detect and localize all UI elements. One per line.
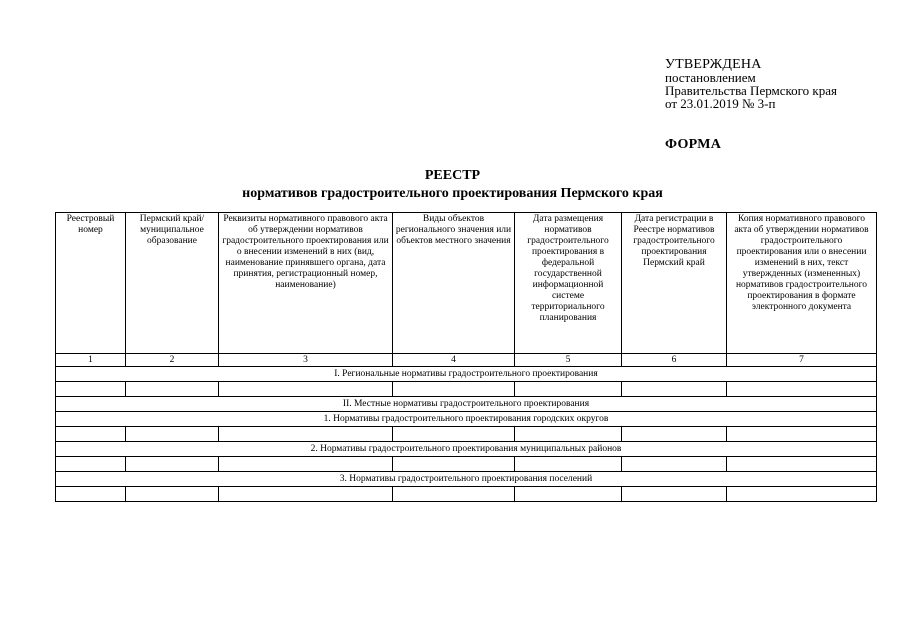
section-row-settlements bbox=[56, 472, 877, 487]
empty-cell bbox=[56, 427, 126, 442]
column-number: 5 bbox=[515, 354, 622, 367]
empty-cell bbox=[219, 427, 393, 442]
empty-cell bbox=[126, 487, 219, 502]
empty-cell bbox=[515, 427, 622, 442]
document-title: РЕЕСТР bbox=[424, 168, 481, 183]
header-cell-registration-date: Дата регистрации в Реестре нормативов градостроительного проектирования Пермский край bbox=[622, 213, 727, 354]
section-title-municipal-districts: 2. Нормативы градостроительного проектирования муниципальных районов bbox=[56, 442, 877, 457]
approval-stamp bbox=[665, 58, 837, 110]
empty-cell bbox=[727, 457, 877, 472]
empty-row bbox=[56, 457, 877, 472]
empty-cell bbox=[515, 487, 622, 502]
approval-heading: УТВЕРЖДЕНА bbox=[665, 57, 762, 72]
empty-cell bbox=[219, 487, 393, 502]
header-cell-object-types: Виды объектов регионального значения или объектов местного значения bbox=[393, 213, 515, 354]
section-row-local bbox=[56, 397, 877, 412]
registry-table bbox=[55, 212, 877, 502]
empty-cell bbox=[727, 427, 877, 442]
column-number: 4 bbox=[393, 354, 515, 367]
empty-cell bbox=[393, 457, 515, 472]
empty-row bbox=[56, 382, 877, 397]
empty-cell bbox=[622, 427, 727, 442]
empty-cell bbox=[56, 487, 126, 502]
approval-line-1: постановлением bbox=[665, 70, 756, 85]
form-label: ФОРМА bbox=[665, 137, 722, 152]
section-row-urban-districts bbox=[56, 412, 877, 427]
section-title-local: II. Местные нормативы градостроительного проектирования bbox=[56, 397, 877, 412]
section-title-regional: I. Региональные нормативы градостроительного проектирования bbox=[56, 367, 877, 382]
empty-cell bbox=[622, 487, 727, 502]
empty-cell bbox=[126, 427, 219, 442]
empty-row bbox=[56, 487, 877, 502]
section-title-urban-districts: 1. Нормативы градостроительного проектирования городских округов bbox=[56, 412, 877, 427]
empty-cell bbox=[622, 382, 727, 397]
column-number: 6 bbox=[622, 354, 727, 367]
empty-cell bbox=[56, 382, 126, 397]
empty-cell bbox=[393, 427, 515, 442]
column-number-row bbox=[56, 354, 877, 367]
header-cell-placement-date: Дата размещения нормативов градостроительного проектирования в федеральной государственной информационной системе территориального планирования bbox=[515, 213, 622, 354]
empty-row bbox=[56, 427, 877, 442]
empty-cell bbox=[727, 487, 877, 502]
column-number: 7 bbox=[727, 354, 877, 367]
table-header-row bbox=[56, 213, 877, 354]
approval-line-2: Правительства Пермского края bbox=[665, 83, 837, 98]
empty-cell bbox=[393, 487, 515, 502]
approval-line-3: от 23.01.2019 № 3-п bbox=[665, 96, 776, 111]
column-number: 1 bbox=[56, 354, 126, 367]
empty-cell bbox=[56, 457, 126, 472]
empty-cell bbox=[219, 457, 393, 472]
header-cell-act-copy: Копия нормативного правового акта об утверждении нормативов градостроительного проектирования или о внесении изменений в них, текст утвержденных (измененных) нормативов градостроительного проектирования в формате электронного документа bbox=[727, 213, 877, 354]
column-number: 3 bbox=[219, 354, 393, 367]
column-number: 2 bbox=[126, 354, 219, 367]
header-cell-registry-number: Реестровый номер bbox=[56, 213, 126, 354]
empty-cell bbox=[126, 382, 219, 397]
empty-cell bbox=[219, 382, 393, 397]
empty-cell bbox=[126, 457, 219, 472]
empty-cell bbox=[393, 382, 515, 397]
section-row-regional bbox=[56, 367, 877, 382]
empty-cell bbox=[622, 457, 727, 472]
header-cell-act-details: Реквизиты нормативного правового акта об утверждении нормативов градостроительного проектирования или о внесении изменений в них (вид, наименование принявшего органа, дата принятия, регистрационный номер, наименование) bbox=[219, 213, 393, 354]
empty-cell bbox=[727, 382, 877, 397]
empty-cell bbox=[515, 457, 622, 472]
section-row-municipal-districts bbox=[56, 442, 877, 457]
empty-cell bbox=[515, 382, 622, 397]
section-title-settlements: 3. Нормативы градостроительного проектирования поселений bbox=[56, 472, 877, 487]
document-subtitle: нормативов градостроительного проектирования Пермского края bbox=[242, 186, 663, 201]
header-cell-region: Пермский край/ муниципальное образование bbox=[126, 213, 219, 354]
